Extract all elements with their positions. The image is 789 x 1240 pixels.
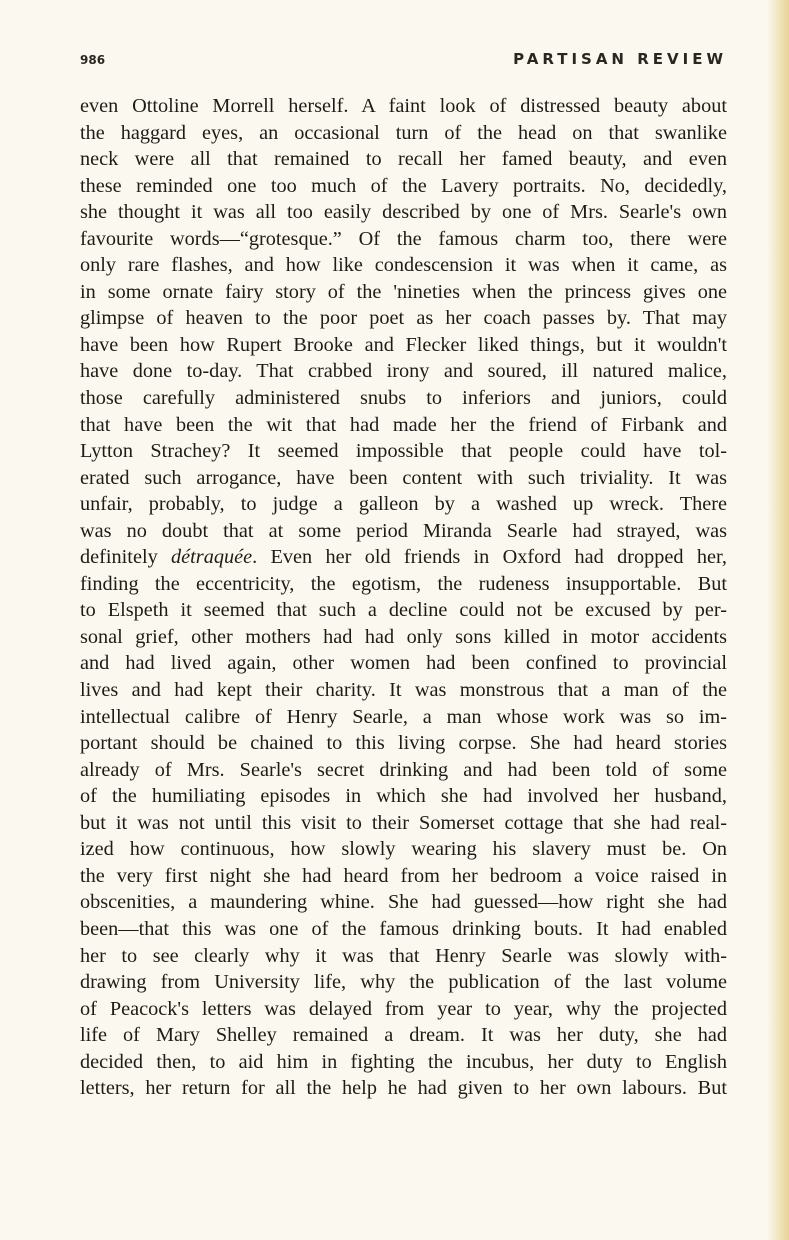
text-line: that have been the wit that had made her the friend of Firbank and (80, 413, 727, 436)
text-line: but it was not until this visit to their Somerset cottage that she had real- (80, 811, 727, 834)
page-number: 986 (80, 53, 106, 67)
text-line: in some ornate fairy story of the 'nineties when the princess gives one (80, 280, 727, 303)
text-line: lives and had kept their charity. It was monstrous that a man of the (80, 679, 727, 702)
text-line: erated such arrogance, have been content with such triviality. It was (80, 466, 727, 489)
text-line: was no doubt that at some period Miranda Searle had strayed, was (80, 519, 727, 542)
text-line: drawing from University life, why the publication of the last volume (80, 971, 727, 994)
text-line: of the humiliating episodes in which she had involved her husband, (80, 785, 727, 808)
text-line: been—that this was one of the famous drinking bouts. It had enabled (80, 917, 727, 940)
text-line: Lytton Strachey? It seemed impossible that people could have tol- (80, 440, 727, 463)
text-line: have been how Rupert Brooke and Flecker liked things, but it wouldn't (80, 333, 727, 356)
text-line: of Peacock's letters was delayed from year to year, why the projected (80, 997, 727, 1020)
text-line: only rare flashes, and how like condescension it was when it came, as (80, 254, 727, 277)
text-line: glimpse of heaven to the poor poet as her coach passes by. That may (80, 307, 727, 330)
text-line: the haggard eyes, an occasional turn of the head on that swanlike (80, 121, 727, 144)
text-line: her to see clearly why it was that Henry Searle was slowly with- (80, 944, 727, 967)
text-segment: definitely (80, 546, 172, 569)
text-line: unfair, probably, to judge a galleon by a washed up wreck. There (80, 493, 727, 516)
text-line: decided then, to aid him in fighting the incubus, her duty to English (80, 1050, 727, 1073)
text-line-with-italic (80, 544, 727, 571)
journal-title: PARTISAN REVIEW (513, 50, 727, 68)
text-line: portant should be chained to this living corpse. She had heard stories (80, 732, 727, 755)
text-line: life of Mary Shelley remained a dream. It was her duty, she had (80, 1024, 727, 1047)
text-line: sonal grief, other mothers had had only sons killed in motor accidents (80, 625, 727, 648)
text-line: favourite words—“grotesque.” Of the famous charm too, there were (80, 227, 727, 250)
text-line: even Ottoline Morrell herself. A faint look of distressed beauty about (80, 95, 727, 117)
text-line: and had lived again, other women had been confined to provincial (80, 652, 727, 675)
text-line: obscenities, a maundering whine. She had guessed—how right she had (80, 891, 727, 914)
running-header (80, 50, 727, 74)
text-line: to Elspeth it seemed that such a decline could not be excused by per- (80, 599, 727, 622)
text-segment: . Even her old friends in Oxford had dropped her, (252, 546, 727, 569)
text-line: those carefully administered snubs to inferiors and juniors, could (80, 387, 727, 410)
text-line: the very first night she had heard from her bedroom a voice raised in (80, 864, 727, 887)
text-line: neck were all that remained to recall her famed beauty, and even (80, 148, 727, 171)
text-line: already of Mrs. Searle's secret drinking and had been told of some (80, 758, 727, 781)
text-line: letters, her return for all the help he had given to her own labours. But (80, 1077, 727, 1100)
italic-word: détraquée (171, 546, 253, 569)
text-line: finding the eccentricity, the egotism, the rudeness insupportable. But (80, 572, 727, 595)
text-line: ized how continuous, how slowly wearing his slavery must be. On (80, 838, 727, 861)
body-text (80, 93, 727, 1102)
page-binding-edge (767, 0, 789, 1240)
text-line: she thought it was all too easily described by one of Mrs. Searle's own (80, 201, 727, 224)
text-line: these reminded one too much of the Lavery portraits. No, decidedly, (80, 174, 727, 197)
text-line: intellectual calibre of Henry Searle, a man whose work was so im- (80, 705, 727, 728)
text-line: have done to-day. That crabbed irony and soured, ill natured malice, (80, 360, 727, 383)
